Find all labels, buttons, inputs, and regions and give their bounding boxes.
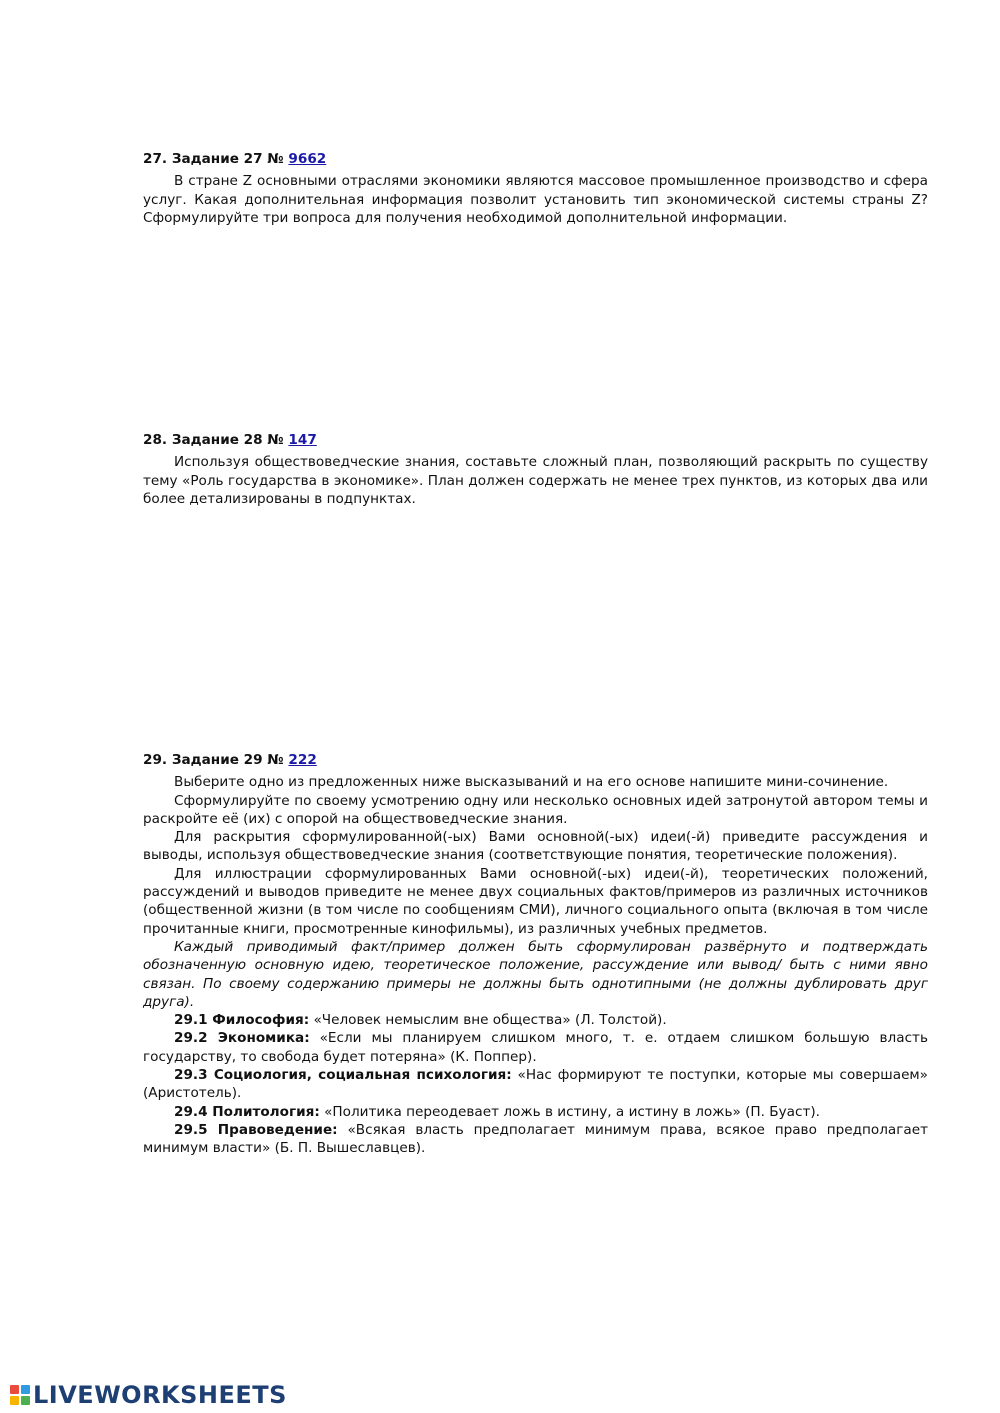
task-29 xyxy=(143,751,928,1158)
quote-label: 29.4 Политология: xyxy=(174,1103,320,1120)
task-29-paragraph: Сформулируйте по своему усмотрению одну или несколько основных идей затронутой автором темы и раскройте её (их) с опорой на обществоведческие знания. xyxy=(143,792,928,827)
quote-text: «Человек немыслим вне общества» (Л. Толстой). xyxy=(309,1012,667,1029)
logo-block xyxy=(21,1396,30,1405)
quote-text: «Нас формируют те поступки, которые мы совершаем» (Аристотель). xyxy=(143,1067,929,1102)
task-27-text: В стране Z основными отраслями экономики являются массовое промышленное производство и сфера услуг. Какая дополнительная информация позволит установить тип экономической системы страны Z? Сформулируйте три вопроса для получения необходимой дополнительной информации. xyxy=(143,173,928,226)
quote-item xyxy=(143,1029,928,1066)
task-28-title: 28. Задание 28 № xyxy=(143,432,289,448)
task-29-paragraph: Выберите одно из предложенных ниже высказываний и на его основе напишите мини-сочинение. xyxy=(174,774,889,791)
quote-item xyxy=(143,1121,928,1158)
quote-text: «Если мы планируем слишком много, т. е. отдаем слишком большую власть государству, то свобода будет потеряна» (К. Поппер). xyxy=(143,1030,928,1065)
task-28-heading xyxy=(143,431,928,449)
quote-label: 29.3 Социология, социальная психология: xyxy=(174,1067,512,1084)
task-27-title: 27. Задание 27 № xyxy=(143,151,289,167)
task-29-paragraph: Для раскрытия сформулированной(-ых) Вами основной(-ых) идеи(-й) приведите рассуждения и выводы, используя обществоведческие знания (соответствующие понятия, теоретические положения). xyxy=(143,829,928,864)
task-28-number-link[interactable]: 147 xyxy=(288,432,317,448)
task-29-paragraph: Для иллюстрации сформулированных Вами основной(-ых) идеи(-й), теоретических положений, рассуждений и выводов приведите не менее двух социальных фактов/примеров из различных источников (общественной жизни (в том числе по сообщениям СМИ), личного социального опыта (включая в том числе прочитанные книги, просмотренные кинофильмы), из различных учебных предметов. xyxy=(143,865,928,937)
task-29-title: 29. Задание 29 № xyxy=(143,752,289,768)
task-29-italic-note: Каждый приводимый факт/пример должен быть сформулирован развёрнуто и подтверждать обозначенную основную идею, теоретическое положение, рассуждение или вывод/ быть с ними явно связан. По своему содержанию примеры не должны быть однотипными (не должны дублировать друг друга). xyxy=(143,938,928,1010)
task-27-heading xyxy=(143,150,928,168)
quote-item xyxy=(143,1011,928,1029)
liveworksheets-logo[interactable] xyxy=(10,1380,287,1410)
task-29-number-link[interactable]: 222 xyxy=(288,752,317,768)
task-28-text: Используя обществоведческие знания, составьте сложный план, позволяющий раскрыть по существу тему «Роль государства в экономике». План должен содержать не менее трех пунктов, из которых два или более детализированы в подпунктах. xyxy=(143,454,928,507)
quote-label: 29.2 Экономика: xyxy=(174,1030,310,1047)
task-28 xyxy=(143,431,928,508)
quote-label: 29.5 Правоведение: xyxy=(174,1121,338,1138)
quote-text: «Политика переодевает ложь в истину, а истину в ложь» (П. Буаст). xyxy=(319,1103,821,1120)
logo-block xyxy=(21,1385,30,1394)
quote-item xyxy=(143,1103,928,1121)
logo-block xyxy=(10,1396,19,1405)
task-29-heading xyxy=(143,751,928,769)
quote-text: «Всякая власть предполагает минимум права, всякое право предполагает минимум власти» (Б. П. Вышеславцев). xyxy=(143,1121,928,1157)
task-27 xyxy=(143,150,928,227)
quote-item xyxy=(143,1066,928,1103)
quote-label: 29.1 Философия: xyxy=(174,1012,310,1029)
logo-blocks-icon xyxy=(10,1385,30,1405)
logo-block xyxy=(10,1385,19,1394)
logo-text: LIVEWORKSHEETS xyxy=(33,1381,287,1409)
task-27-number-link[interactable]: 9662 xyxy=(288,151,327,167)
